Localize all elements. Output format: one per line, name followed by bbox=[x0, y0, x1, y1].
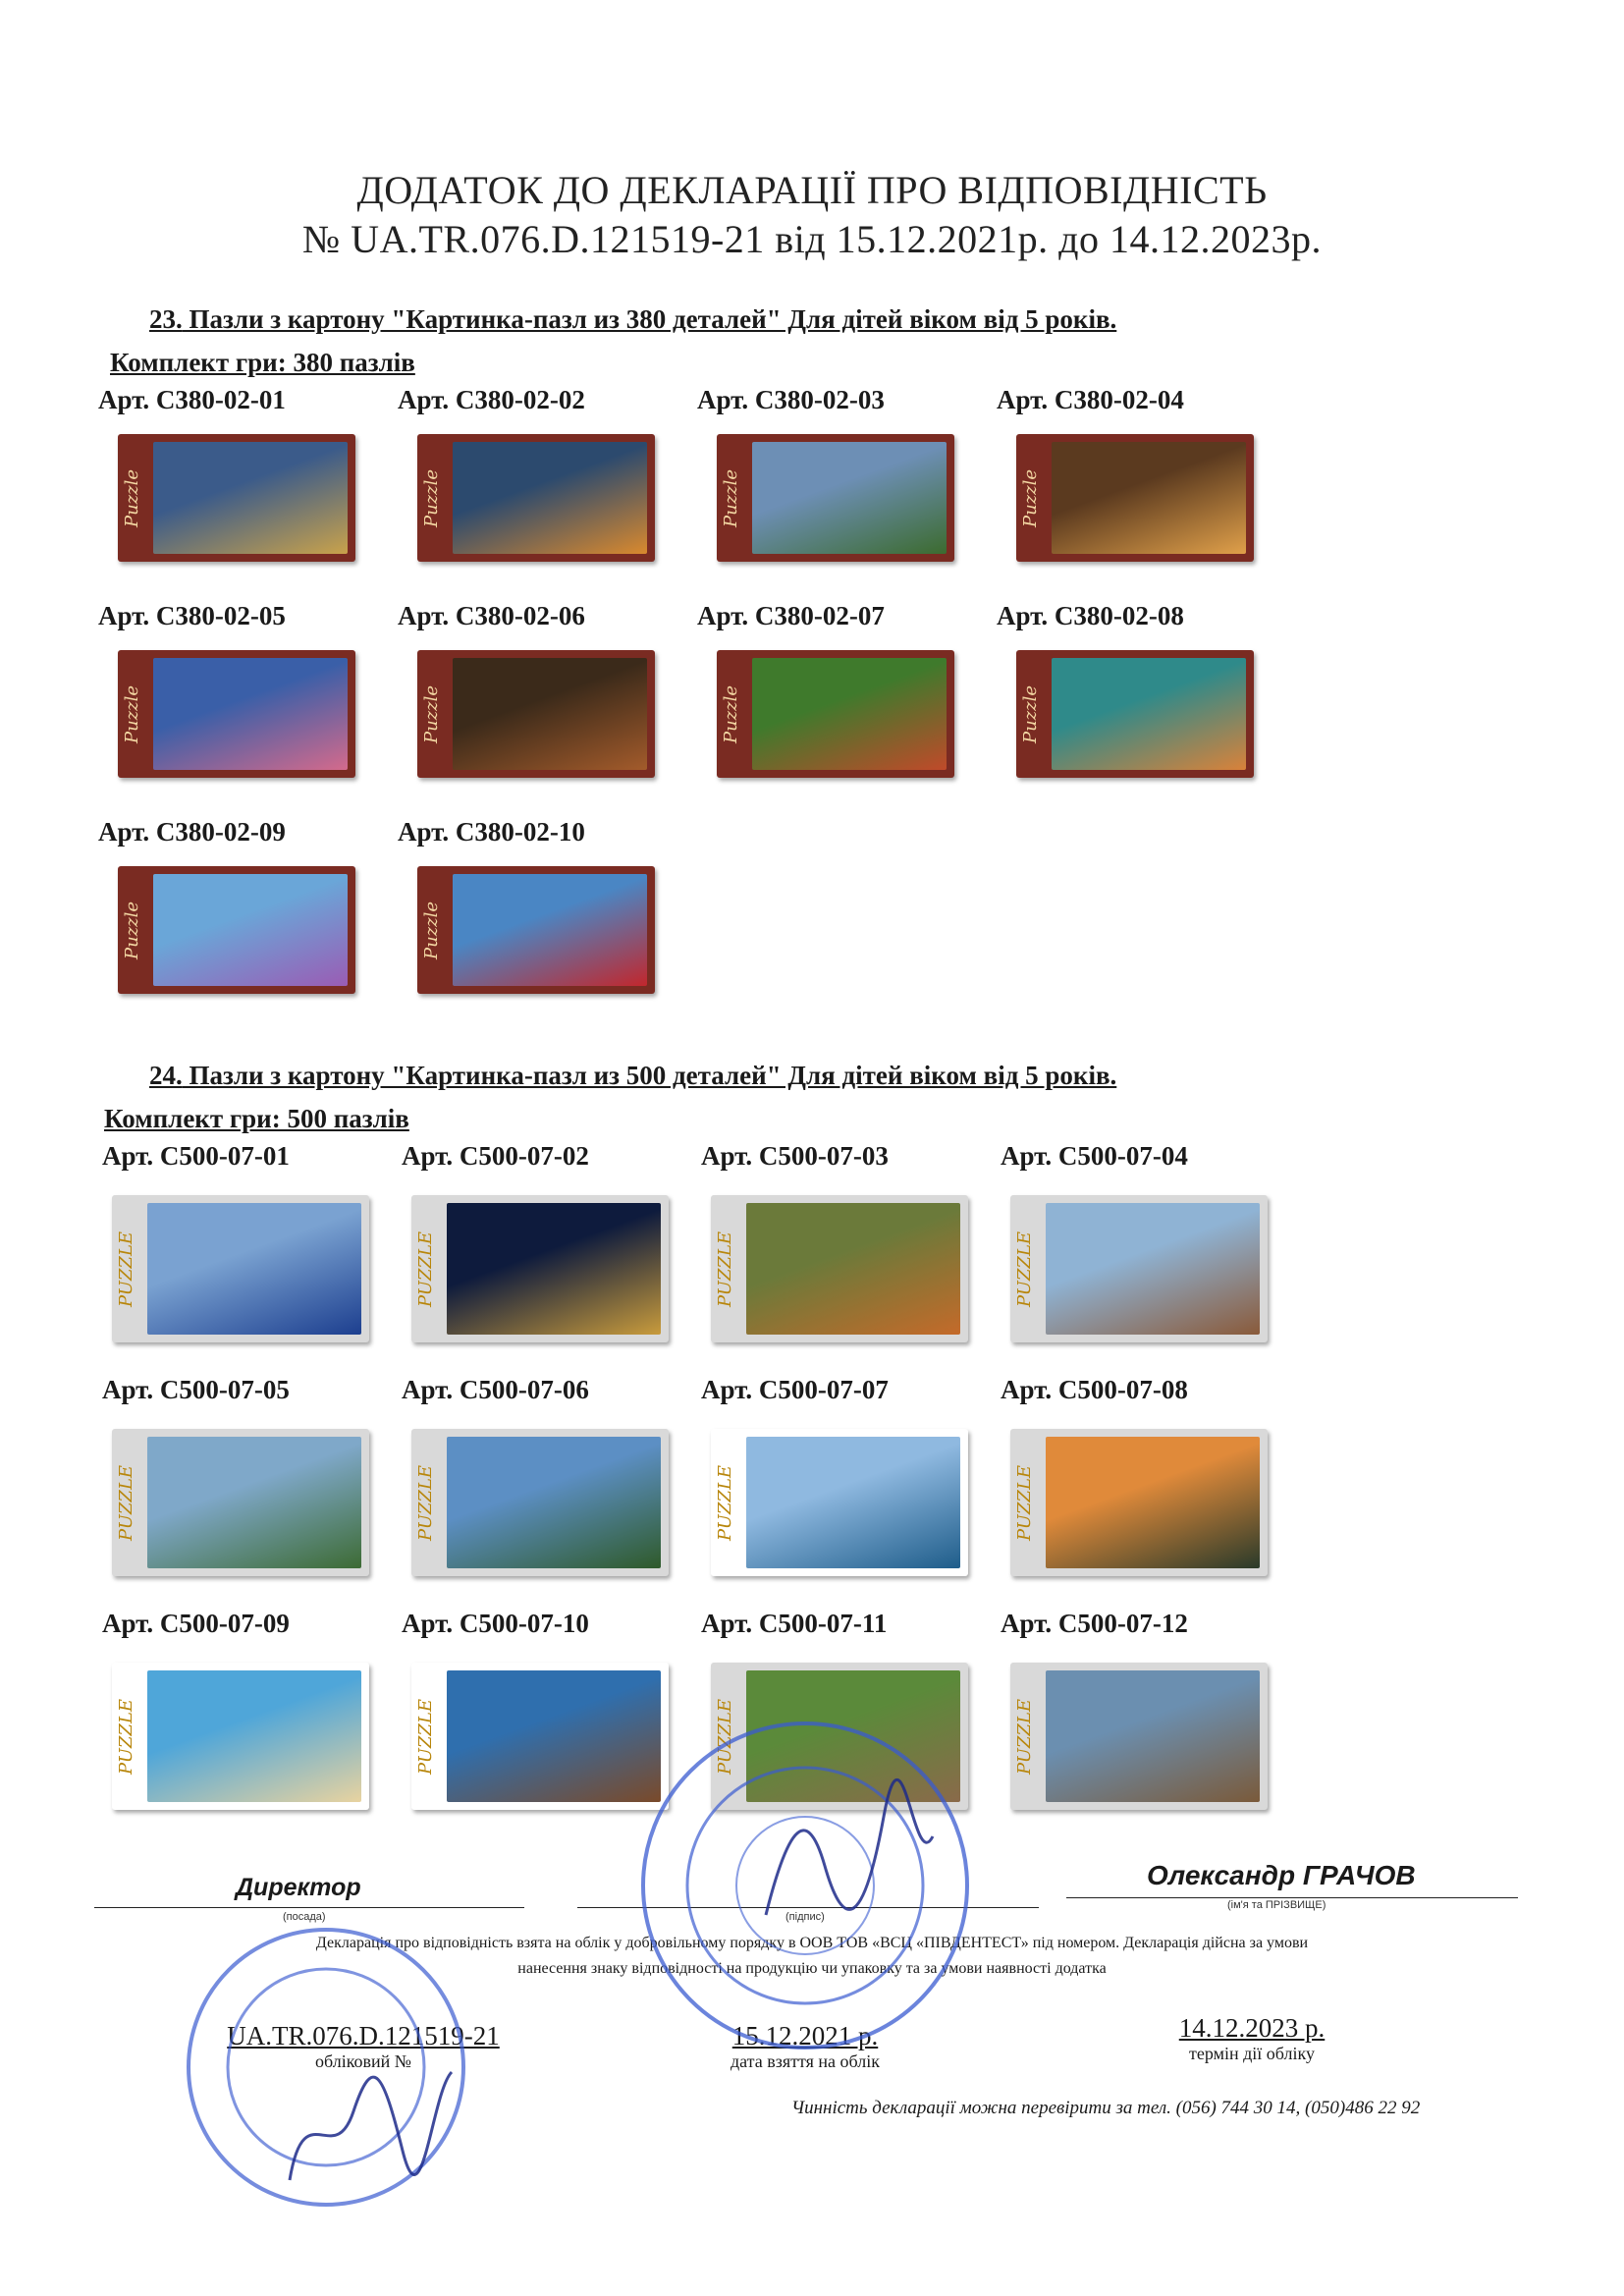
verification-phone-note: Чинність декларації можна перевірити за тел. (056) 744 30 14, (050)486 22 92 bbox=[791, 2098, 1421, 2118]
puzzle-box-image bbox=[417, 434, 655, 562]
product-article-label: Арт. С380-02-10 bbox=[398, 817, 585, 847]
puzzle-picture bbox=[1046, 1203, 1260, 1335]
puzzle-box-image bbox=[118, 866, 355, 994]
puzzle-picture bbox=[746, 1437, 960, 1568]
section-23-heading-text: Пазли з картону "Картинка-пазл из 380 деталей" Для дітей віком від 5 років. bbox=[189, 304, 1117, 334]
puzzle-box-spine bbox=[118, 650, 147, 778]
puzzle-picture bbox=[153, 874, 348, 986]
declaration-note-line-1: Декларація про відповідність взята на облік у добровільному порядку в ООВ ТОВ «ВСЦ «ПІВДЕНТЕСТ» під номером. Декларація дійсна за умови bbox=[315, 1935, 1309, 1951]
term-block bbox=[1139, 2013, 1365, 2064]
product-article-label: Арт. С500-07-09 bbox=[102, 1609, 290, 1638]
puzzle-brand-text: Puzzle bbox=[721, 468, 742, 527]
product-article-label: Арт. С380-02-08 bbox=[997, 601, 1184, 630]
signature-caption: (підпис) bbox=[785, 1911, 825, 1923]
puzzle-box-spine bbox=[417, 650, 447, 778]
puzzle-box-image bbox=[417, 866, 655, 994]
puzzle-picture bbox=[453, 658, 647, 770]
product-article-label: Арт. С500-07-08 bbox=[1001, 1375, 1188, 1404]
document-title-line-1: ДОДАТОК ДО ДЕКЛАРАЦІЇ ПРО ВІДПОВІДНІСТЬ bbox=[356, 168, 1268, 212]
puzzle-picture bbox=[752, 442, 947, 554]
puzzle-brand-text: PUZZLE bbox=[116, 1464, 137, 1541]
product-article-label: Арт. С380-02-09 bbox=[98, 817, 286, 847]
puzzle-box-spine bbox=[411, 1195, 441, 1342]
puzzle-picture bbox=[453, 874, 647, 986]
section-24-heading-text: Пазли з картону "Картинка-пазл из 500 деталей" Для дітей віком від 5 років. bbox=[189, 1061, 1117, 1090]
puzzle-picture bbox=[746, 1203, 960, 1335]
product-article-label: Арт. С500-07-10 bbox=[402, 1609, 589, 1638]
registration-number: UA.TR.076.D.121519-21 bbox=[227, 2021, 500, 2050]
product-article-label: Арт. С500-07-03 bbox=[701, 1141, 889, 1171]
declaration-note-line-2: нанесення знаку відповідності на продукцію чи упаковку та за умови наявності додатка bbox=[517, 1960, 1107, 1977]
puzzle-brand-text: PUZZLE bbox=[415, 1464, 437, 1541]
puzzle-box-image bbox=[1010, 1429, 1268, 1576]
registrar-handwritten-signature bbox=[275, 2052, 461, 2200]
puzzle-box-spine bbox=[411, 1663, 441, 1810]
puzzle-box-spine bbox=[112, 1663, 141, 1810]
puzzle-brand-text: Puzzle bbox=[122, 684, 143, 743]
puzzle-brand-text: PUZZLE bbox=[1014, 1698, 1036, 1775]
puzzle-brand-text: PUZZLE bbox=[715, 1230, 736, 1307]
puzzle-brand-text: PUZZLE bbox=[1014, 1230, 1036, 1307]
product-article-label: Арт. С500-07-06 bbox=[402, 1375, 589, 1404]
director-handwritten-signature bbox=[746, 1777, 943, 1944]
puzzle-brand-text: Puzzle bbox=[1020, 684, 1042, 743]
puzzle-box-image bbox=[711, 1195, 968, 1342]
puzzle-picture bbox=[153, 658, 348, 770]
puzzle-box-spine bbox=[118, 866, 147, 994]
product-article-label: Арт. С500-07-04 bbox=[1001, 1141, 1188, 1171]
product-article-label: Арт. С500-07-11 bbox=[701, 1609, 888, 1638]
date-taken-caption: дата взяття на облік bbox=[731, 2051, 880, 2071]
puzzle-picture bbox=[147, 1670, 361, 1802]
signatory-name: Олександр ГРАЧОВ bbox=[1147, 1860, 1416, 1890]
signature-position: Директор bbox=[236, 1874, 361, 1901]
registration-number-caption: обліковий № bbox=[315, 2051, 411, 2071]
section-24-kit: Комплект гри: 500 пазлів bbox=[104, 1104, 409, 1133]
section-23-number: 23. bbox=[149, 304, 183, 334]
name-line bbox=[1066, 1897, 1518, 1898]
term-date: 14.12.2023 р. bbox=[1178, 2013, 1326, 2043]
puzzle-box-spine bbox=[112, 1195, 141, 1342]
puzzle-brand-text: Puzzle bbox=[721, 684, 742, 743]
puzzle-picture bbox=[1046, 1670, 1260, 1802]
puzzle-box-image bbox=[1016, 650, 1254, 778]
product-article-label: Арт. С380-02-04 bbox=[997, 385, 1184, 414]
puzzle-brand-text: PUZZLE bbox=[415, 1230, 437, 1307]
section-24-number: 24. bbox=[149, 1061, 183, 1090]
puzzle-brand-text: Puzzle bbox=[421, 901, 443, 959]
puzzle-picture bbox=[153, 442, 348, 554]
puzzle-picture bbox=[752, 658, 947, 770]
puzzle-brand-text: Puzzle bbox=[1020, 468, 1042, 527]
section-23-heading bbox=[149, 304, 1116, 335]
puzzle-box-image bbox=[411, 1429, 669, 1576]
puzzle-brand-text: Puzzle bbox=[122, 901, 143, 959]
puzzle-brand-text: Puzzle bbox=[421, 468, 443, 527]
date-taken: 15.12.2021 р. bbox=[731, 2021, 879, 2050]
puzzle-brand-text: PUZZLE bbox=[415, 1698, 437, 1775]
puzzle-box-image bbox=[112, 1663, 369, 1810]
puzzle-brand-text: PUZZLE bbox=[116, 1230, 137, 1307]
puzzle-box-spine bbox=[717, 434, 746, 562]
puzzle-box-spine bbox=[1010, 1429, 1040, 1576]
puzzle-box-image bbox=[711, 1429, 968, 1576]
puzzle-box-spine bbox=[417, 866, 447, 994]
puzzle-box-image bbox=[118, 650, 355, 778]
product-article-label: Арт. С380-02-06 bbox=[398, 601, 585, 630]
puzzle-box-spine bbox=[112, 1429, 141, 1576]
position-line bbox=[94, 1907, 524, 1908]
puzzle-box-image bbox=[1016, 434, 1254, 562]
product-article-label: Арт. С500-07-12 bbox=[1001, 1609, 1188, 1638]
product-article-label: Арт. С380-02-03 bbox=[697, 385, 885, 414]
puzzle-box-spine bbox=[1010, 1663, 1040, 1810]
puzzle-box-spine bbox=[711, 1429, 740, 1576]
puzzle-box-spine bbox=[1016, 650, 1046, 778]
puzzle-box-spine bbox=[1016, 434, 1046, 562]
puzzle-picture bbox=[447, 1203, 661, 1335]
puzzle-picture bbox=[447, 1437, 661, 1568]
puzzle-box-image bbox=[1010, 1195, 1268, 1342]
puzzle-box-spine bbox=[417, 434, 447, 562]
puzzle-box-spine bbox=[717, 650, 746, 778]
puzzle-brand-text: Puzzle bbox=[122, 468, 143, 527]
puzzle-brand-text: PUZZLE bbox=[116, 1698, 137, 1775]
puzzle-picture bbox=[147, 1437, 361, 1568]
puzzle-box-image bbox=[411, 1195, 669, 1342]
section-24-heading bbox=[149, 1061, 1116, 1091]
puzzle-box-spine bbox=[118, 434, 147, 562]
product-article-label: Арт. С500-07-02 bbox=[402, 1141, 589, 1171]
puzzle-box-image bbox=[1010, 1663, 1268, 1810]
puzzle-box-spine bbox=[1010, 1195, 1040, 1342]
puzzle-box-image bbox=[717, 650, 954, 778]
term-caption: термін дії обліку bbox=[1189, 2044, 1315, 2063]
puzzle-box-image bbox=[717, 434, 954, 562]
puzzle-box-spine bbox=[711, 1195, 740, 1342]
puzzle-picture bbox=[1046, 1437, 1260, 1568]
puzzle-picture bbox=[453, 442, 647, 554]
puzzle-brand-text: PUZZLE bbox=[715, 1698, 736, 1775]
puzzle-brand-text: PUZZLE bbox=[715, 1464, 736, 1541]
puzzle-box-image bbox=[417, 650, 655, 778]
product-article-label: Арт. С380-02-02 bbox=[398, 385, 585, 414]
puzzle-picture bbox=[1052, 658, 1246, 770]
name-caption: (ім'я та ПРІЗВИЩЕ) bbox=[1227, 1899, 1326, 1911]
puzzle-box-image bbox=[112, 1195, 369, 1342]
puzzle-picture bbox=[1052, 442, 1246, 554]
puzzle-picture bbox=[147, 1203, 361, 1335]
puzzle-box-spine bbox=[411, 1429, 441, 1576]
puzzle-box-image bbox=[112, 1429, 369, 1576]
puzzle-box-image bbox=[118, 434, 355, 562]
section-23-kit: Комплект гри: 380 пазлів bbox=[110, 348, 415, 377]
puzzle-brand-text: PUZZLE bbox=[1014, 1464, 1036, 1541]
position-caption: (посада) bbox=[283, 1911, 326, 1923]
puzzle-brand-text: Puzzle bbox=[421, 684, 443, 743]
product-article-label: Арт. С500-07-01 bbox=[102, 1141, 290, 1171]
product-article-label: Арт. С380-02-05 bbox=[98, 601, 286, 630]
product-article-label: Арт. С500-07-07 bbox=[701, 1375, 889, 1404]
product-article-label: Арт. С380-02-01 bbox=[98, 385, 286, 414]
document-title-line-2: № UA.TR.076.D.121519-21 від 15.12.2021р. до 14.12.2023р. bbox=[302, 217, 1322, 261]
product-article-label: Арт. С380-02-07 bbox=[697, 601, 885, 630]
product-article-label: Арт. С500-07-05 bbox=[102, 1375, 290, 1404]
